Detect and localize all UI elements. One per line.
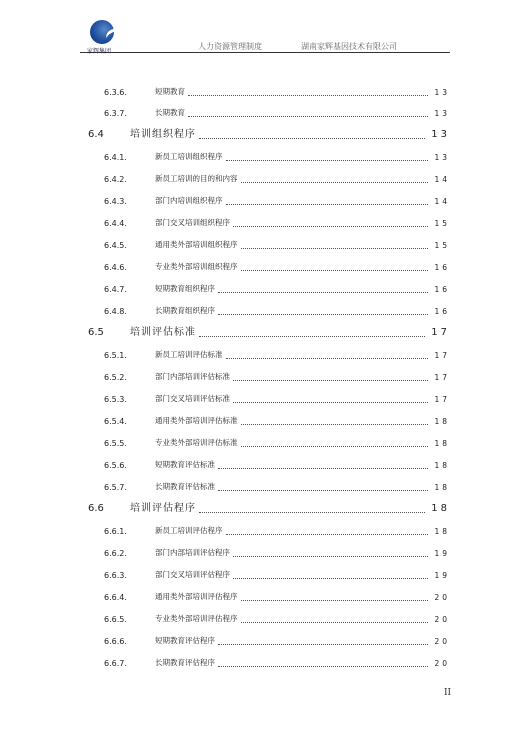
toc-entry[interactable] [0, 215, 450, 229]
toc-leader-dots [226, 204, 428, 205]
toc-entry-number: 6.5 [88, 327, 104, 338]
toc-entry-page: 19 [434, 571, 450, 580]
toc-leader-dots [241, 424, 428, 425]
toc-entry[interactable] [0, 84, 450, 98]
toc-entry-title: 长期教育评估程序 [155, 658, 215, 667]
toc-entry[interactable] [0, 611, 450, 625]
toc-leader-dots [241, 182, 428, 183]
toc-entry[interactable] [0, 325, 450, 339]
toc-entry-title: 短期教育评估标准 [155, 460, 215, 469]
toc-leader-dots [218, 490, 428, 491]
toc-entry-number: 6.4 [88, 129, 104, 140]
toc-entry-title: 短期教育评估程序 [155, 636, 215, 645]
toc-entry[interactable] [0, 237, 450, 251]
toc-entry-title: 培训评估标准 [130, 327, 196, 338]
toc-entry-title: 新员工培训的目的和内容 [155, 174, 238, 183]
toc-entry-title: 部门交叉培训评估程序 [155, 570, 230, 579]
toc-entry-page: 20 [434, 615, 450, 624]
toc-entry-page: 15 [434, 241, 450, 250]
toc-entry-number: 6.4.4. [104, 219, 127, 228]
toc-leader-dots [218, 666, 428, 667]
toc-entry-page: 13 [431, 129, 450, 140]
toc-entry-title: 长期教育 [155, 108, 185, 117]
toc-leader-dots [233, 402, 428, 403]
toc-entry-number: 6.4.2. [104, 175, 127, 184]
toc-entry[interactable] [0, 435, 450, 449]
toc-entry[interactable] [0, 501, 450, 515]
toc-entry-title: 长期教育组织程序 [155, 306, 215, 315]
toc-entry[interactable] [0, 523, 450, 537]
toc-leader-dots [233, 556, 428, 557]
toc-entry-page: 20 [434, 593, 450, 602]
toc-entry-number: 6.3.7. [104, 109, 127, 118]
toc-entry-number: 6.4.8. [104, 307, 127, 316]
toc-leader-dots [241, 248, 428, 249]
toc-entry-page: 16 [434, 263, 450, 272]
toc-entry-number: 6.4.5. [104, 241, 127, 250]
toc-entry-page: 17 [434, 351, 450, 360]
toc-entry-page: 17 [434, 373, 450, 382]
toc-entry-page: 17 [434, 395, 450, 404]
toc-entry-title: 通用类外部培训评估标准 [155, 416, 238, 425]
toc-entry-number: 6.5.3. [104, 395, 127, 404]
toc-entry-number: 6.4.6. [104, 263, 127, 272]
toc-entry[interactable] [0, 479, 450, 493]
toc-entry-number: 6.6.3. [104, 571, 127, 580]
toc-leader-dots [241, 600, 428, 601]
toc-entry-number: 6.4.7. [104, 285, 127, 294]
logo-text: 家辉集团 [87, 48, 112, 55]
toc-entry[interactable] [0, 589, 450, 603]
toc-leader-dots [218, 468, 428, 469]
toc-entry-page: 19 [434, 549, 450, 558]
toc-entry-title: 部门内部培训评估标准 [155, 372, 230, 381]
toc-entry-title: 专业类外部培训组织程序 [155, 262, 238, 271]
toc-entry-page: 18 [434, 461, 450, 470]
toc-entry-title: 长期教育评估标准 [155, 482, 215, 491]
toc-entry-title: 新员工培训评估标准 [155, 350, 223, 359]
toc-entry[interactable] [0, 457, 450, 471]
toc-entry-title: 部门交叉培训组织程序 [155, 218, 230, 227]
footer-page-number: II [444, 688, 452, 698]
toc-entry-number: 6.5.6. [104, 461, 127, 470]
toc-entry-page: 13 [434, 109, 450, 118]
toc-entry[interactable] [0, 567, 450, 581]
toc-entry[interactable] [0, 303, 450, 317]
toc-leader-dots [233, 226, 428, 227]
toc-entry-title: 通用类外部培训评估程序 [155, 592, 238, 601]
toc-entry-number: 6.3.6. [104, 88, 127, 97]
toc-entry-title: 专业类外部培训评估程序 [155, 614, 238, 623]
toc-entry-page: 15 [434, 219, 450, 228]
toc-entry-page: 18 [434, 483, 450, 492]
toc-entry-number: 6.6 [88, 503, 104, 514]
toc-entry-title: 新员工培训评估程序 [155, 526, 223, 535]
toc-leader-dots [218, 292, 428, 293]
toc-entry[interactable] [0, 193, 450, 207]
toc-entry[interactable] [0, 391, 450, 405]
toc-leader-dots [199, 138, 425, 139]
toc-entry-number: 6.5.1. [104, 351, 127, 360]
toc-entry[interactable] [0, 413, 450, 427]
toc-entry-title: 新员工培训组织程序 [155, 152, 223, 161]
toc-entry-number: 6.5.2. [104, 373, 127, 382]
header-company: 湖南家辉基因技术有限公司 [301, 42, 397, 51]
toc-leader-dots [226, 160, 428, 161]
toc-entry-page: 16 [434, 307, 450, 316]
toc-leader-dots [218, 314, 428, 315]
toc-entry-number: 6.6.4. [104, 593, 127, 602]
toc-entry[interactable] [0, 105, 450, 119]
toc-entry-page: 13 [434, 88, 450, 97]
toc-entry-title: 部门交叉培训评估标准 [155, 394, 230, 403]
toc-entry-number: 6.6.2. [104, 549, 127, 558]
toc-leader-dots [233, 578, 428, 579]
toc-entry-page: 13 [434, 153, 450, 162]
header-title: 人力资源管理制度 [198, 42, 262, 51]
toc-entry-title: 通用类外部培训组织程序 [155, 240, 238, 249]
toc-entry-page: 20 [434, 659, 450, 668]
toc-entry-title: 部门内培训组织程序 [155, 196, 223, 205]
toc-entry-number: 6.4.3. [104, 197, 127, 206]
toc-entry-number: 6.4.1. [104, 153, 127, 162]
toc-leader-dots [241, 622, 428, 623]
toc-entry[interactable] [0, 545, 450, 559]
toc-entry-number: 6.6.7. [104, 659, 127, 668]
toc-entry[interactable] [0, 655, 450, 669]
toc-entry-title: 短期教育 [155, 87, 185, 96]
toc-entry-number: 6.5.7. [104, 483, 127, 492]
toc-leader-dots [199, 512, 425, 513]
toc-leader-dots [233, 380, 428, 381]
toc-leader-dots [188, 95, 428, 96]
toc-entry-page: 14 [434, 197, 450, 206]
toc-entry-page: 20 [434, 637, 450, 646]
toc-leader-dots [218, 644, 428, 645]
toc-entry-number: 6.5.4. [104, 417, 127, 426]
toc-leader-dots [188, 116, 428, 117]
toc-entry[interactable] [0, 127, 450, 141]
toc-entry-page: 18 [434, 527, 450, 536]
toc-entry-number: 6.6.6. [104, 637, 127, 646]
toc-entry[interactable] [0, 369, 450, 383]
toc-entry[interactable] [0, 633, 450, 647]
toc-entry-page: 17 [431, 327, 450, 338]
toc-entry-page: 18 [434, 439, 450, 448]
toc-entry-page: 18 [431, 503, 450, 514]
toc-leader-dots [241, 446, 428, 447]
toc-entry[interactable] [0, 347, 450, 361]
toc-entry-title: 部门内部培训评估程序 [155, 548, 230, 557]
toc-leader-dots [226, 534, 428, 535]
toc-entry[interactable] [0, 259, 450, 273]
toc-entry-title: 专业类外部培训评估标准 [155, 438, 238, 447]
toc-entry-title: 短期教育组织程序 [155, 284, 215, 293]
toc-leader-dots [241, 270, 428, 271]
toc-entry-number: 6.5.5. [104, 439, 127, 448]
toc-entry-title: 培训评估程序 [130, 503, 196, 514]
toc-entry[interactable] [0, 149, 450, 163]
toc-leader-dots [226, 358, 428, 359]
toc-entry-page: 16 [434, 285, 450, 294]
toc-entry-title: 培训组织程序 [130, 129, 196, 140]
toc-entry[interactable] [0, 171, 450, 185]
toc-entry[interactable] [0, 281, 450, 295]
toc-entry-page: 14 [434, 175, 450, 184]
toc-entry-number: 6.6.1. [104, 527, 127, 536]
toc-entry-number: 6.6.5. [104, 615, 127, 624]
toc-leader-dots [199, 336, 425, 337]
toc-entry-page: 18 [434, 417, 450, 426]
